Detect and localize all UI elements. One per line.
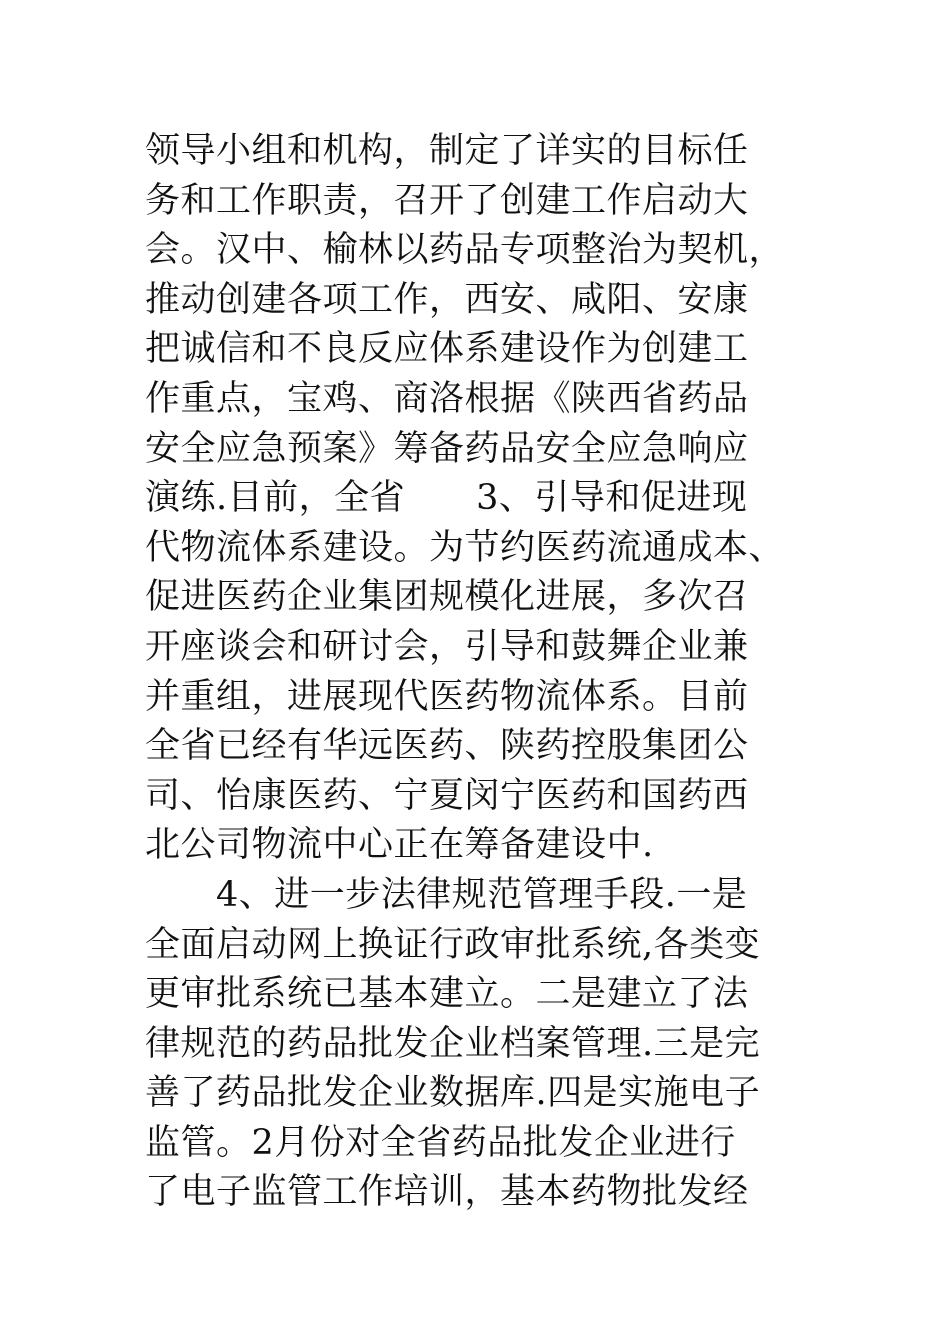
- text-line: 开座谈会和研讨会，引导和鼓舞企业兼: [145, 626, 749, 667]
- text-line: 会。汉中、榆林以药品专项整治为契机，: [145, 230, 785, 271]
- text-line: 作重点，宝鸡、商洛根据《陕西省药品: [145, 378, 749, 419]
- text-line: 代物流体系建设。为节约医药流通成本、: [145, 527, 785, 568]
- text-line: 司、怡康医药、宁夏闵宁医药和国药西: [145, 775, 749, 816]
- text-line: 4、进一步法律规范管理手段.一是: [145, 874, 748, 915]
- text-line: 律规范的药品批发企业档案管理.三是完: [145, 1023, 761, 1064]
- text-line: 了电子监管工作培训，基本药物批发经: [145, 1172, 749, 1213]
- text-line: 全面启动网上换证行政审批系统,各类变: [145, 924, 761, 965]
- text-line: 把诚信和不良反应体系建设作为创建工: [145, 329, 749, 370]
- text-line: 推动创建各项工作，西安、咸阳、安康: [145, 279, 749, 320]
- text-line: 善了药品批发企业数据库.四是实施电子: [145, 1073, 761, 1114]
- text-line: 监管。2月份对全省药品批发企业进行: [145, 1122, 736, 1163]
- text-line: 更审批系统已基本建立。二是建立了法: [145, 974, 749, 1015]
- text-line: 全省已经有华远医药、陕药控股集团公: [145, 726, 749, 767]
- text-line: 演练.目前，全省 3、引导和促进现: [145, 478, 748, 519]
- text-line: 领导小组和机构，制定了详实的目标任: [145, 131, 749, 171]
- text-line: 务和工作职责，召开了创建工作启动大: [145, 180, 749, 221]
- text-line: 北公司物流中心正在筹备建设中.: [145, 825, 654, 866]
- text-line: 安全应急预案》筹备药品安全应急响应: [145, 428, 749, 469]
- text-line: 并重组，进展现代医药物流体系。目前: [145, 676, 749, 717]
- text-line: 促进医药企业集团规模化进展，多次召: [145, 577, 749, 618]
- body-text: [145, 127, 815, 1218]
